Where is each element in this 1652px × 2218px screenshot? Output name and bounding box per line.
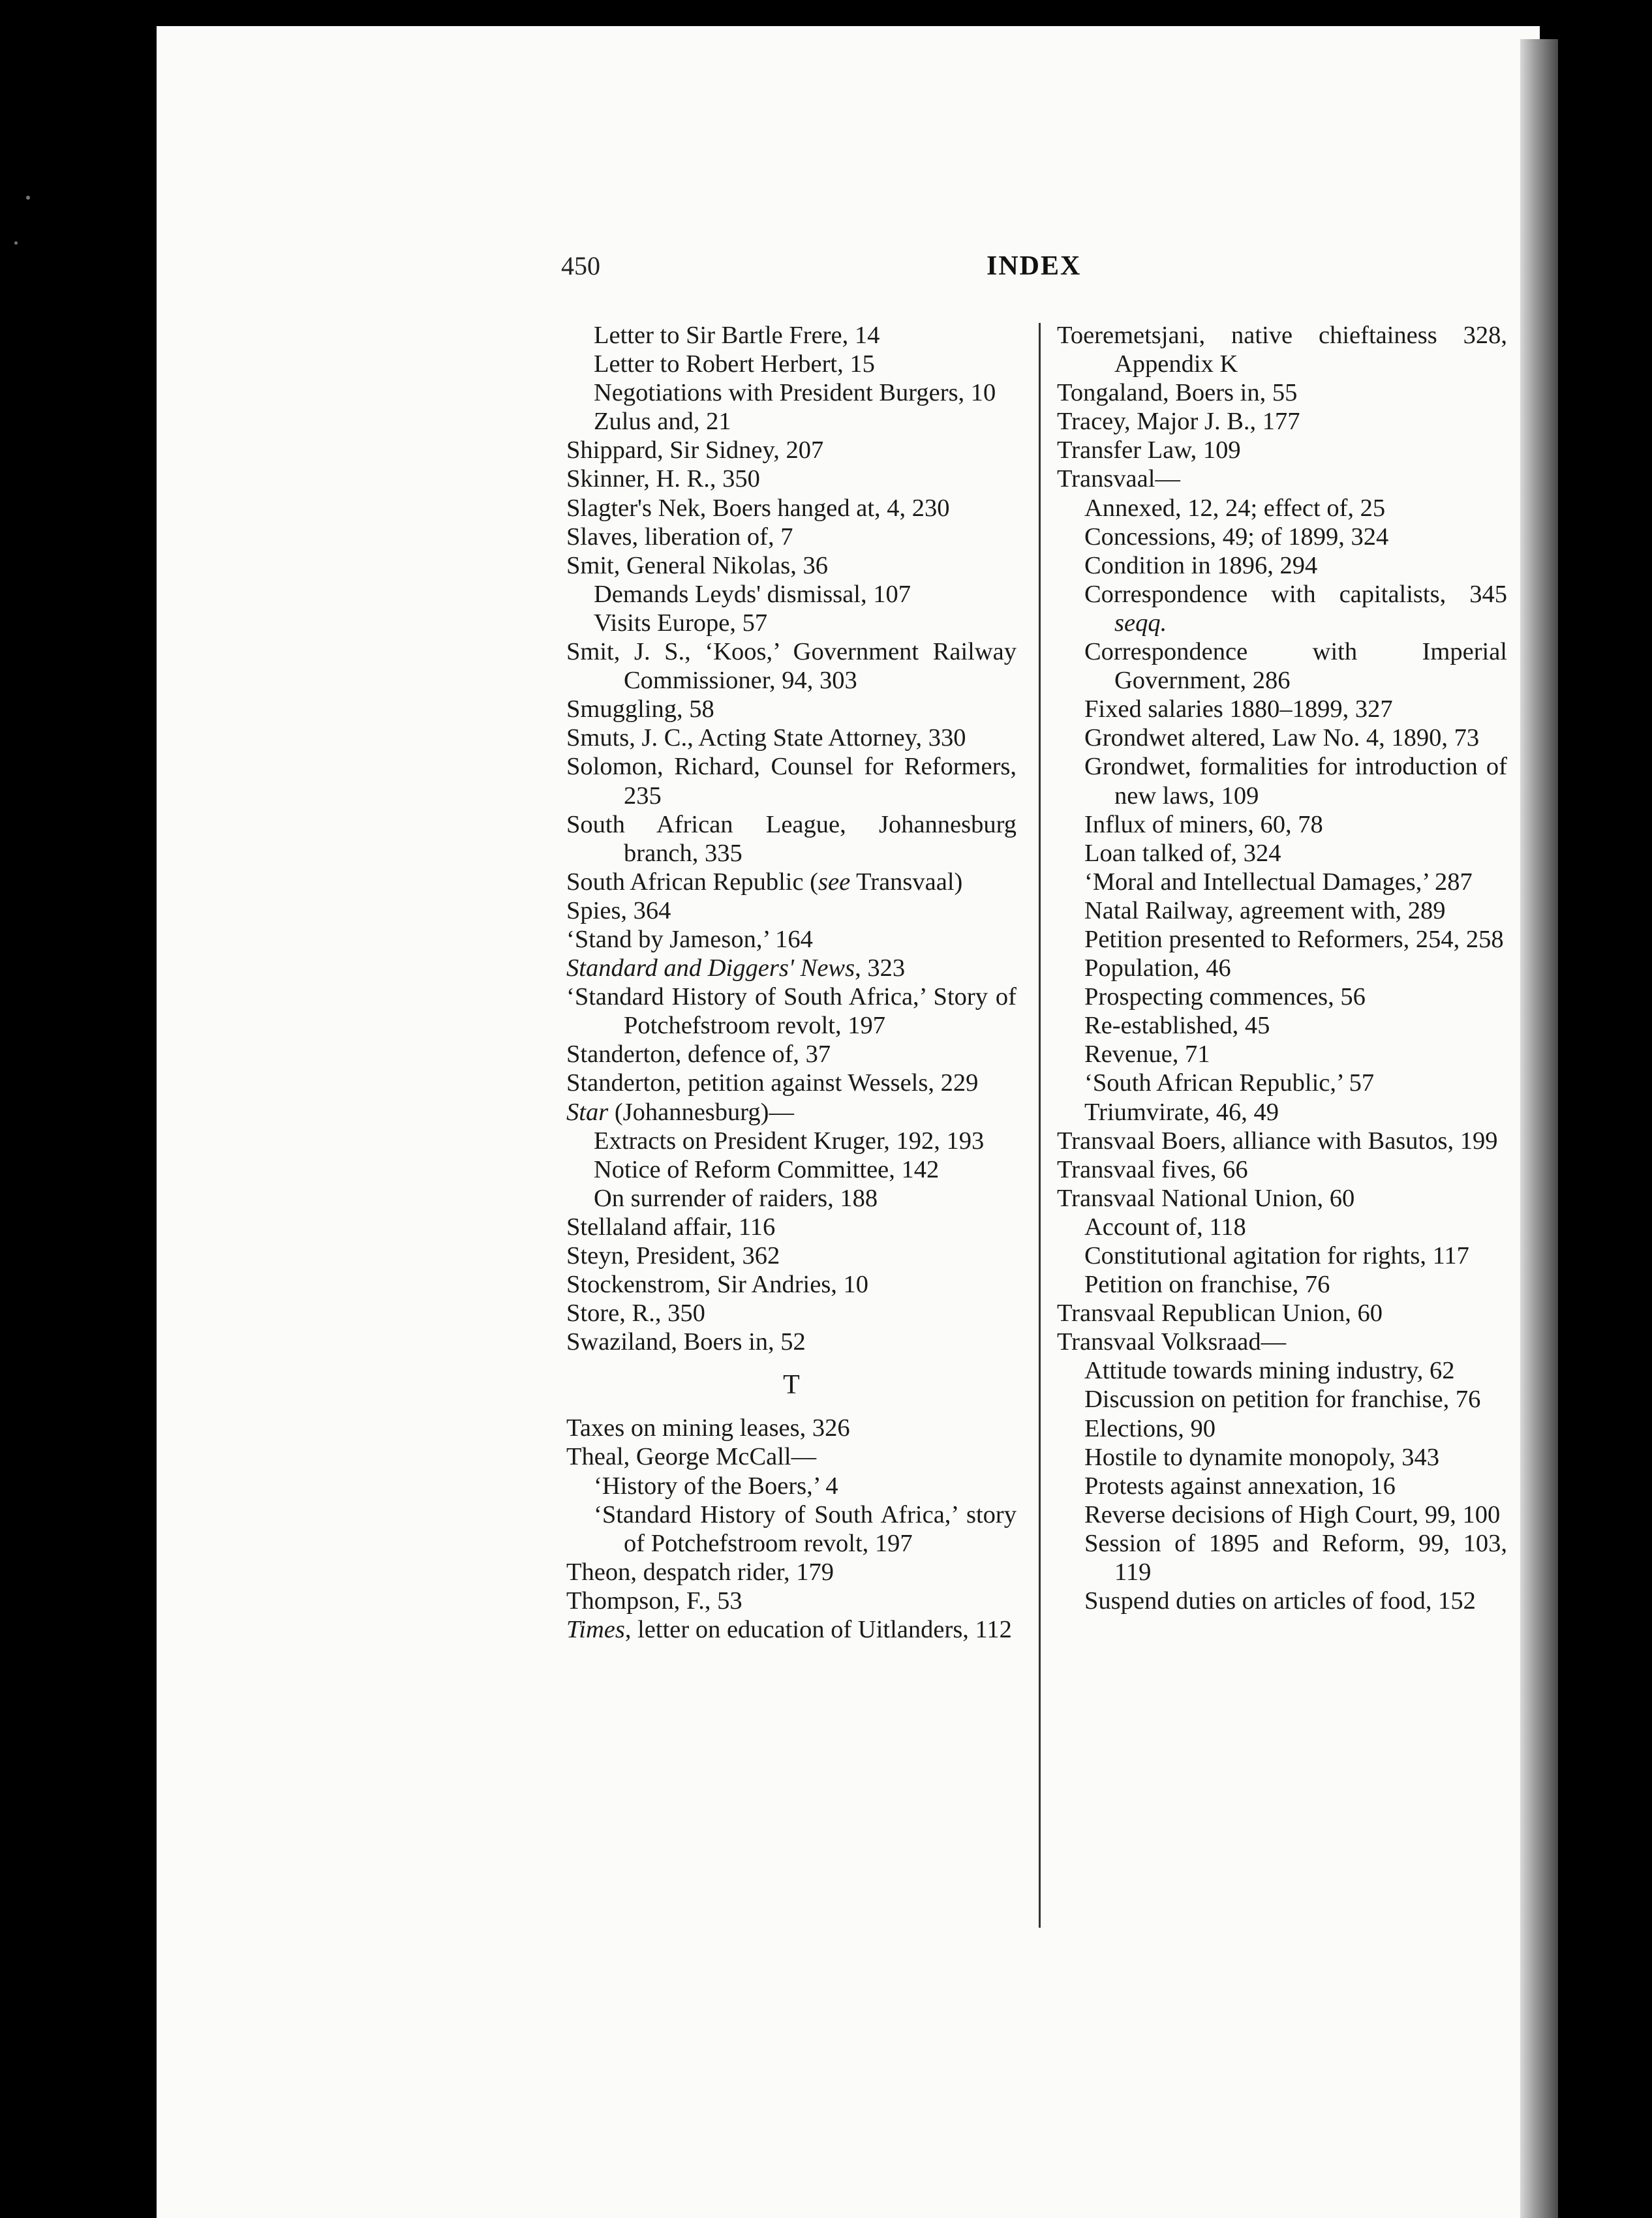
entry-italic-text: seqq.	[1114, 609, 1167, 637]
section-letter: T	[783, 1370, 800, 1401]
index-subentry: Reverse decisions of High Court, 99, 100	[1084, 1500, 1501, 1528]
index-entry: Smit, J. S., ‘Koos,’ Government Railway Commissioner, 94, 303	[566, 638, 1017, 695]
index-entry: Transvaal—	[1057, 465, 1180, 493]
index-entry	[566, 954, 1017, 982]
entry-italic-text: Star	[566, 1098, 609, 1126]
index-entry: Slagter's Nek, Boers hanged at, 4, 230	[566, 494, 950, 522]
index-entry: Taxes on mining leases, 326	[566, 1414, 850, 1442]
index-subentry: Letter to Robert Herbert, 15	[594, 350, 875, 378]
entry-italic-text: Standard and Diggers' News	[566, 954, 855, 982]
index-entry: Spies, 364	[566, 896, 671, 924]
index-subentry: ‘Moral and Intellectual Damages,’ 287	[1084, 868, 1473, 896]
index-subentry: Influx of miners, 60, 78	[1084, 810, 1323, 838]
index-entry: Shippard, Sir Sidney, 207	[566, 436, 824, 464]
index-column-left	[566, 321, 1017, 1644]
index-subentry: Re-established, 45	[1084, 1012, 1270, 1040]
index-entry: Smuggling, 58	[566, 695, 714, 723]
index-subentry: Petition presented to Reformers, 254, 258	[1084, 925, 1504, 953]
index-subentry: Annexed, 12, 24; effect of, 25	[1084, 494, 1386, 522]
index-entry: Transfer Law, 109	[1057, 436, 1241, 464]
index-column-right	[1057, 321, 1507, 1615]
index-entry: Solomon, Richard, Counsel for Reformers, 235	[566, 753, 1017, 810]
index-subentry: ‘Standard History of South Africa,’ story of Potchefstroom revolt, 197	[594, 1500, 1017, 1557]
index-subentry: Prospecting commences, 56	[1084, 983, 1366, 1011]
index-subentry: Notice of Reform Committee, 142	[594, 1155, 940, 1183]
index-entry: Slaves, liberation of, 7	[566, 523, 793, 551]
index-entry	[566, 1098, 1017, 1127]
index-subentry: On surrender of raiders, 188	[594, 1184, 878, 1212]
index-entry: Toeremetsjani, native chieftainess 328, Appendix K	[1057, 322, 1507, 378]
index-entry: Swaziland, Boers in, 52	[566, 1328, 806, 1356]
scan-speck	[26, 196, 30, 200]
index-subentry: Fixed salaries 1880–1899, 327	[1084, 695, 1393, 723]
index-entry: Stellaland affair, 116	[566, 1213, 776, 1241]
index-entry: Tongaland, Boers in, 55	[1057, 379, 1298, 407]
index-subentry: Zulus and, 21	[594, 408, 731, 436]
index-entry: Standerton, defence of, 37	[566, 1041, 831, 1069]
index-entry: Smit, General Nikolas, 36	[566, 551, 828, 579]
index-subentry: Negotiations with President Burgers, 10	[594, 379, 996, 407]
index-subentry: Elections, 90	[1084, 1414, 1216, 1442]
index-subentry: Natal Railway, agreement with, 289	[1084, 896, 1446, 924]
entry-text: South African Republic (	[566, 868, 818, 896]
index-subentry: Loan talked of, 324	[1084, 839, 1281, 867]
entry-text: (Johannesburg)—	[608, 1098, 794, 1126]
adjacent-page-edge	[1520, 39, 1558, 2218]
index-entry	[566, 868, 1017, 896]
index-subentry: Grondwet, formalities for introduction of new laws, 109	[1084, 753, 1507, 810]
index-entry: Transvaal National Union, 60	[1057, 1184, 1355, 1212]
index-subentry: Account of, 118	[1084, 1213, 1246, 1241]
index-subentry: Condition in 1896, 294	[1084, 551, 1318, 579]
index-subentry: Session of 1895 and Reform, 99, 103, 119	[1084, 1529, 1507, 1587]
entry-text: Correspondence with capitalists, 345	[1084, 580, 1507, 608]
index-entry: Tracey, Major J. B., 177	[1057, 408, 1300, 436]
index-entry: Transvaal Volksraad—	[1057, 1328, 1287, 1356]
index-subentry: ‘History of the Boers,’ 4	[594, 1472, 838, 1500]
index-entry: ‘Stand by Jameson,’ 164	[566, 925, 813, 953]
entry-text: , letter on education of Uitlanders, 112	[624, 1616, 1012, 1644]
index-subentry: Discussion on petition for franchise, 76	[1084, 1386, 1481, 1414]
index-entry: ‘Standard History of South Africa,’ Story of Potchefstroom revolt, 197	[566, 983, 1017, 1040]
book-page	[157, 26, 1540, 2218]
index-subentry: Correspondence with Imperial Government, 286	[1084, 638, 1507, 695]
index-subentry: Extracts on President Kruger, 192, 193	[594, 1127, 985, 1155]
index-subentry: Population, 46	[1084, 954, 1231, 982]
index-subentry: Hostile to dynamite monopoly, 343	[1084, 1443, 1439, 1471]
index-subentry: Petition on franchise, 76	[1084, 1271, 1330, 1299]
index-entry: Steyn, President, 362	[566, 1242, 780, 1269]
index-subentry: Revenue, 71	[1084, 1041, 1210, 1069]
index-subentry: Grondwet altered, Law No. 4, 1890, 73	[1084, 724, 1480, 752]
index-subentry: Suspend duties on articles of food, 152	[1084, 1587, 1476, 1615]
entry-italic-text: see	[818, 868, 851, 896]
page-number: 450	[561, 251, 600, 281]
index-entry: South African League, Johannesburg branch, 335	[566, 810, 1017, 867]
index-subentry: Concessions, 49; of 1899, 324	[1084, 523, 1389, 551]
index-subentry: Constitutional agitation for rights, 117	[1084, 1242, 1469, 1269]
index-entry: Theon, despatch rider, 179	[566, 1558, 834, 1586]
index-entry	[566, 1615, 1017, 1644]
entry-text: Transvaal)	[850, 868, 963, 896]
index-subentry: Protests against annexation, 16	[1084, 1472, 1396, 1500]
index-entry: Standerton, petition against Wessels, 229	[566, 1069, 979, 1097]
index-subentry: Letter to Sir Bartle Frere, 14	[594, 322, 880, 349]
index-entry: Transvaal Republican Union, 60	[1057, 1299, 1383, 1328]
entry-italic-text: Times	[566, 1616, 625, 1644]
index-subentry: ‘South African Republic,’ 57	[1084, 1069, 1375, 1097]
index-entry: Transvaal Boers, alliance with Basutos, 199	[1057, 1127, 1498, 1155]
index-entry: Skinner, H. R., 350	[566, 465, 760, 493]
index-entry: Smuts, J. C., Acting State Attorney, 330	[566, 724, 966, 752]
index-subentry: Visits Europe, 57	[594, 609, 768, 637]
index-entry: Thompson, F., 53	[566, 1587, 742, 1615]
index-subentry: Demands Leyds' dismissal, 107	[594, 580, 911, 608]
index-entry: Theal, George McCall—	[566, 1443, 817, 1471]
column-divider	[1039, 323, 1041, 1928]
index-subentry	[1057, 580, 1507, 637]
scan-speck	[14, 241, 18, 245]
page-title: INDEX	[987, 251, 1082, 281]
index-subentry: Triumvirate, 46, 49	[1084, 1098, 1279, 1126]
index-entry: Store, R., 350	[566, 1299, 705, 1328]
index-entry: Transvaal fives, 66	[1057, 1155, 1248, 1183]
index-entry: Stockenstrom, Sir Andries, 10	[566, 1271, 869, 1299]
entry-text: , 323	[855, 954, 906, 982]
index-subentry: Attitude towards mining industry, 62	[1084, 1357, 1455, 1385]
